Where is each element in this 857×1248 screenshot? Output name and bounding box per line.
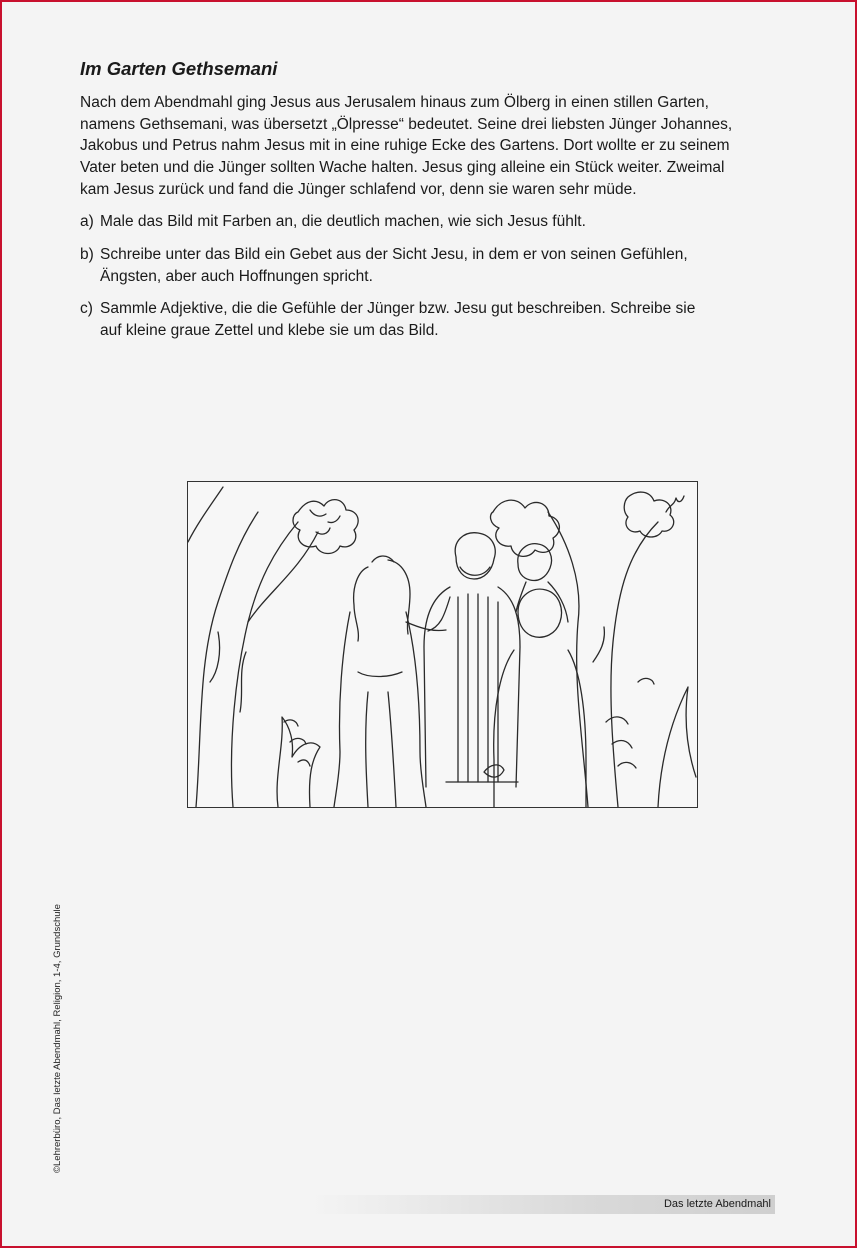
task-text: Sammle Adjektive, die die Gefühle der Jünger bzw. Jesu gut beschreiben. Schreibe sie auf kleine graue Zettel und klebe sie um das Bild. bbox=[100, 300, 696, 339]
task-c bbox=[80, 298, 810, 341]
task-text: Male das Bild mit Farben an, die deutlich machen, wie sich Jesus fühlt. bbox=[100, 213, 586, 230]
task-a bbox=[80, 211, 810, 233]
worksheet-title: Im Garten Gethsemani bbox=[80, 58, 278, 79]
side-credit: ©Lehrerbüro, Das letzte Abendmahl, Religion, 1-4, Grundschule bbox=[52, 904, 63, 1173]
task-text: Schreibe unter das Bild ein Gebet aus der Sicht Jesu, in dem er von seinen Gefühlen, Ängsten, aber auch Hoffnungen spricht. bbox=[100, 246, 688, 285]
task-b bbox=[80, 244, 810, 287]
task-letter: b) bbox=[80, 246, 94, 263]
garden-scene-illustration bbox=[187, 481, 698, 808]
intro-paragraph: Nach dem Abendmahl ging Jesus aus Jerusalem hinaus zum Ölberg in einen stillen Garten, namens Gethsemani, was übersetzt „Ölpresse“ bedeutet. Seine drei liebsten Jünger Johannes, Jakobus und Petrus nahm Jesus mit in eine ruhige Ecke des Gartens. Dort wollte er zu seinem Vater beten und die Jünger sollten Wache halten. Jesus ging alleine ein Stück weiter. Zweimal kam Jesus zurück und fand die Jünger schlafend vor, denn sie waren sehr müde. bbox=[80, 94, 733, 198]
footer-label: Das letzte Abendmahl bbox=[663, 1198, 771, 1210]
garden-scene-drawing-icon bbox=[188, 482, 697, 807]
footer-bar bbox=[310, 1195, 775, 1214]
task-letter: c) bbox=[80, 300, 93, 317]
task-letter: a) bbox=[80, 213, 94, 230]
